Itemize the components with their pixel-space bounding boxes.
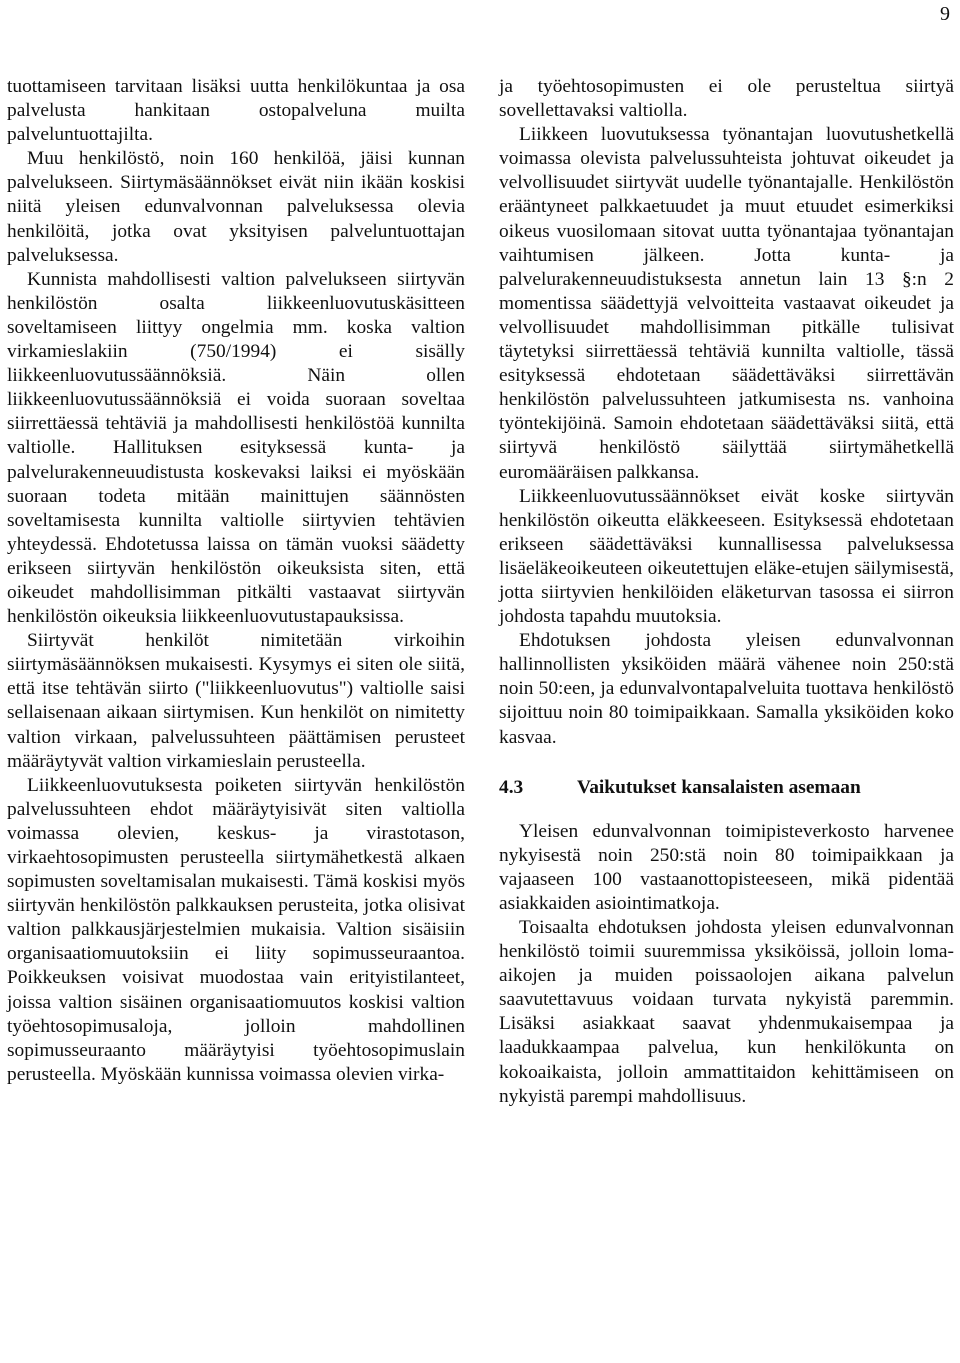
paragraph: Toisaalta ehdotuksen johdosta yleisen edunvalvonnan henkilöstö toimii suuremmissa yksiköissä, jolloin loma-aikojen ja muiden poissaolojen aikana palvelun saavutettavuus voidaan turvata nykyistä paremmin. Lisäksi asiakkaat saavat yhdenmukaisempaa ja laadukkaampaa palvelua, kun henkilökunta on kokoaikaista, jolloin ammattitaidon kehittämiseen on nykyistä parempi mahdollisuus. <box>499 917 954 1107</box>
paragraph: Ehdotuksen johdosta yleisen edunvalvonnan hallinnollisten yksiköiden määrä vähenee noin 250:stä noin 50:een, ja edunvalvontapalveluita tuottava henkilöstö sijoittuu noin 80 toimipaikkaan. Samalla yksiköiden koko kasvaa. <box>499 630 954 748</box>
paragraph: Kunnista mahdollisesti valtion palvelukseen siirtyvän henkilöstön osalta liikkeenluovutuskäsitteen soveltamiseen liittyy ongelmia mm. koska valtion virkamieslakiin (750/1994) ei sisälly liikkeenluovutussäännöksiä. Näin ollen liikkeenluovutussäännöksiä ei voida suoraan soveltaa siirrettäessä tehtäviä ja mahdollisesti henkilöstöä kunnilta valtiolle. Hallituksen esityksessä kunta- ja palvelurakenneuudistusta koskevaksi laiksi ei myöskään suoraan todeta mitään mainittujen säännösten soveltamisesta kunnilta valtiolle siirtyvien tehtävien yhteydessä. Ehdotetussa laissa on tämän vuoksi säädetty erikseen siirtyvän henkilöstön oikeuksista siten, että oikeudet mahdollisimman pitkälti vastaavat siirtyvän henkilöstön oikeuksia liikkeenluovutustapauksissa. <box>7 268 465 628</box>
paragraph: Muu henkilöstö, noin 160 henkilöä, jäisi kunnan palvelukseen. Siirtymäsäännökset eivät niin ikään koskisi niitä yleisen edunvalvonnan palveluksessa olevia henkilöitä, jotka ovat yksityisen palveluntuottajan palveluksessa. <box>7 148 465 266</box>
section-number: 4.3 <box>499 776 524 798</box>
page-number: 9 <box>940 3 950 25</box>
section-heading <box>499 776 954 800</box>
paragraph: ja työehtosopimusten ei ole perusteltua siirtyä sovellettavaksi valtiolla. <box>499 76 954 122</box>
paragraph: Liikkeenluovutussäännökset eivät koske siirtyvän henkilöstön oikeutta eläkkeeseen. Esityksessä ehdotetaan erikseen säädettäväksi kunnallisessa palveluksessa lisäeläkeoikeuteen oikeutettujen eläke-etujen säilymisestä, jotta siirtyvien henkilöiden eläketurvan tasossa ei siirron johdosta tapahdu muutoksia. <box>499 485 954 628</box>
paragraph: Yleisen edunvalvonnan toimipisteverkosto harvenee nykyisestä noin 250:stä noin 80 toimipaikkaan ja vajaaseen 100 vastaanottopisteeseen, mikä pidentää asiakkaiden asiointimatkoja. <box>499 820 954 914</box>
right-column <box>499 75 954 1109</box>
section-title: Vaikutukset kansalaisten asemaan <box>577 776 861 798</box>
paragraph: tuottamiseen tarvitaan lisäksi uutta henkilökuntaa ja osa palvelusta hankitaan ostopalveluna muilta palveluntuottajilta. <box>7 76 465 146</box>
paragraph: Liikkeenluovutuksesta poiketen siirtyvän henkilöstön palvelussuhteen ehdot määräytyisivät siten valtiolla voimassa olevien, keskus- ja virastotason, virkaehtosopimusten perusteella siirtymähetkestä alkaen sopimusten soveltamisalan mukaisesti. Tämä koskisi myös siirtyvän henkilöstön palkkauksen perusteita, jotka olisivat valtion palkkausjärjestelmien mukaisia. Valtion sisäisiin organisaatiomuutoksiin ei liity sopimusseuraantoa. Poikkeuksen voisivat muodostaa vain erityistilanteet, joissa valtion sisäinen organisaatiomuutos koskisi valtion työehtosopimusaloja, jolloin mahdollinen sopimusseuraanto määräytyisi työehtosopimuslain perusteella. Myöskään kunnissa voimassa olevien virka- <box>7 774 465 1085</box>
paragraph: Liikkeen luovutuksessa työnantajan luovutushetkellä voimassa olevista palvelussuhteista johtuvat oikeudet ja velvollisuudet siirtyvät uudelle työnantajalle. Henkilöstön erääntyneet palkkaetuudet ja muut etuudet esimerkiksi oikeus vuosilomaan sitovat uutta työnantajaa työnantajan vaihtumisen jälkeen. Jotta kunta- ja palvelurakenneuudistuksesta annetun lain 13 §:n 2 momentissa säädettyjä velvoitteita vastaavat oikeudet ja velvollisuudet mahdollisimman pitkälle tulisivat täytetyksi siirrettäessä tehtäviä kunnilta valtiolle, tässä esityksessä ehdotetaan säädettäväksi siirrettävän henkilöstön palvelussuhteen jatkumisesta ns. vanhoina työntekijöinä. Samoin ehdotetaan säädettäväksi siitä, että siirtyvä henkilöstö säilyttää siirtymähetkellä euromääräisen palkkansa. <box>499 124 954 483</box>
left-column <box>7 75 465 1087</box>
paragraph: Siirtyvät henkilöt nimitetään virkoihin siirtymäsäännöksen mukaisesti. Kysymys ei siten ole siitä, että itse tehtävän siirto ("liikkeenluovutus") valtiolle saisi sellaisenaan aikaan siirtymisen. Kun henkilöt on nimitetty valtion virkaan, palvelussuhteen päättämisen perusteet määräytyvät valtion virkamieslain perusteella. <box>7 630 465 772</box>
